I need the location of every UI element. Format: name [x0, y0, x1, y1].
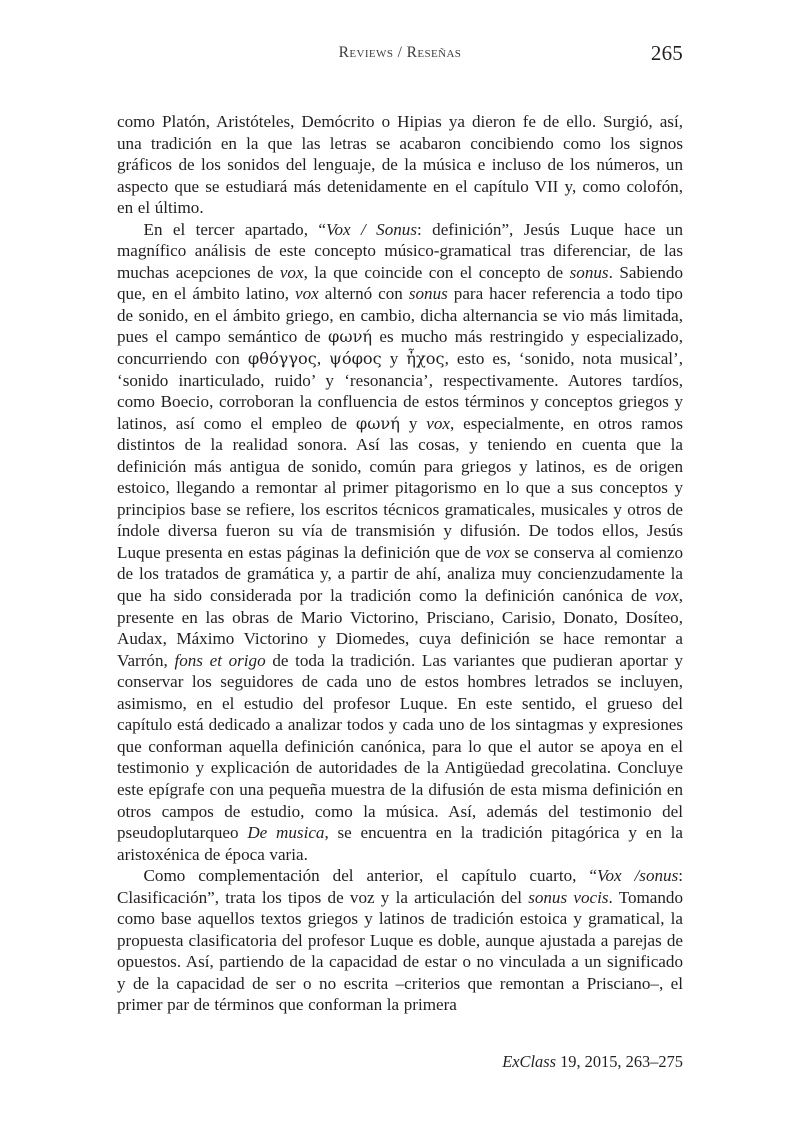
greek-term: φθόγγος: [247, 349, 317, 369]
italic-term: fons et origo: [174, 650, 266, 670]
italic-term: vox: [654, 586, 679, 606]
para-1: [117, 111, 683, 219]
text-run: de toda la tradición. Las variantes que pudieran aportar y conservar los seguidores de cada uno de estos hombres letrados se incluyen, asimismo, en el estudio del profesor Luque. En este sentido, el grueso del capítulo está dedicado a analizar todos y cada uno de los sintagmas y expresiones que conforman aquella definición canónica, para lo que el autor se apoya en el testimonio y explicación de autoridades de la Antigüedad grecolatina. Concluye este epígrafe con una pequeña muestra de la difusión de esta misma definición en otros campos de estudio, como la música. Así, además del testimonio del pseudoplutarqueo: [117, 650, 683, 843]
text-run: , se encuentra en la tradición pitagórica y en la aristoxénica de época varia.: [117, 823, 683, 864]
text-run: Como complementación del anterior, el capítulo cuarto, “: [143, 866, 597, 886]
text-run: , presente en las obras de Mario Victorino, Prisciano, Carisio, Donato, Dosíteo, Audax, Máximo Victorino y Diomedes, cuya definición se hace remontar a Varrón,: [117, 586, 683, 670]
greek-term: ψόφος: [329, 349, 382, 369]
greek-term: φωνή: [355, 413, 400, 433]
para-2: [117, 219, 683, 865]
text-run: : definición”, Jesús Luque hace un magnífico análisis de este concepto músico-gramatical tras diferenciar, de las muchas acepciones de: [117, 219, 684, 282]
greek-term: ἦχος: [406, 349, 445, 369]
italic-term: sonus: [569, 262, 609, 282]
italic-term: sonus vocis: [528, 887, 609, 907]
italic-term: vox: [279, 262, 304, 282]
text-run: como Platón, Aristóteles, Demócrito o Hipias ya dieron fe de ello. Surgió, así, una tradición en la que las letras se acabaron concibiendo como los signos gráficos de los sonidos del lenguaje, de la música e incluso de los números, un aspecto que se estudiará más detenidamente en el capítulo VII y, como colofón, en el último.: [117, 112, 683, 218]
text-run: y: [399, 413, 427, 433]
italic-term: vox: [295, 284, 319, 304]
text-run: alternó con: [318, 284, 409, 304]
italic-term: De musica: [247, 823, 325, 843]
text-run: y: [381, 349, 407, 369]
text-run: . Tomando como base aquellos textos griegos y latinos de tradición estoica y gramatical, la propuesta clasificatoria del profesor Luque es doble, aunque ajustada a parejas de opuestos. Así, partiendo de la capacidad de estar o no vinculada a un significado y de la capacidad de ser o no escrita –criterios que remontan a Prisciano–, el primer par de términos que conforman la primera: [117, 887, 684, 1015]
text-run: En el tercer apartado, “: [143, 219, 326, 239]
text-run: ,: [316, 349, 330, 369]
text-run: . Sabiendo que, en el ámbito latino,: [117, 262, 683, 304]
text-run: , especialmente, en otros ramos distintos de la realidad sonora. Así las cosas, y teniendo en cuenta que la definición más antigua de sonido, común para griegos y latinos, es de origen estoico, llegando a remontar al primer pitagorismo en lo que a sus conceptos y principios base se refiere, los escritos técnicos gramaticales, musicales y otros de índole diversa fueron su vía de transmisión y difusión. De todos ellos, Jesús Luque presenta en estas páginas la definición que de: [117, 413, 683, 562]
journal-citation: 19, 2015, 263–275: [555, 1052, 683, 1071]
text-run: : Clasificación”, trata los tipos de voz y la articulación del: [117, 866, 683, 907]
journal-name: ExClass: [502, 1052, 556, 1071]
text-run: , esto es, ‘sonido, nota musical’, ‘sonido inarticulado, ruido’ y ‘resonancia’, respectivamente. Autores tardíos, como Boecio, corroboran la confluencia de estos términos y conceptos griegos y latinos, así como el empleo de: [117, 349, 684, 433]
page-number: 265: [650, 41, 683, 65]
body-text-block: [117, 111, 683, 1016]
text-run: es mucho más restringido y especializado, concurriendo con: [117, 327, 684, 369]
text-run: para hacer referencia a todo tipo de sonido, en el ámbito griego, en cambio, dicha alternancia se vio más limitada, pues el campo semántico de: [117, 284, 683, 347]
italic-term: Vox /sonus: [596, 866, 679, 886]
italic-term: vox: [485, 542, 510, 562]
running-foot: [117, 1052, 683, 1072]
text-run: , la que coincide con el concepto de: [303, 262, 570, 282]
greek-term: φωνή: [328, 327, 373, 347]
italic-term: vox: [426, 413, 451, 433]
para-3: [117, 865, 683, 1016]
text-run: se conserva al comienzo de los tratados de gramática y, a partir de ahí, analiza muy concienzudamente la que ha sido considerada por la tradición como la definición canónica de: [117, 542, 684, 606]
running-head-title: Reviews / Reseñas: [338, 44, 462, 61]
italic-term: sonus: [408, 284, 448, 304]
italic-term: Vox / Sonus: [325, 219, 418, 239]
running-head: [117, 41, 683, 68]
